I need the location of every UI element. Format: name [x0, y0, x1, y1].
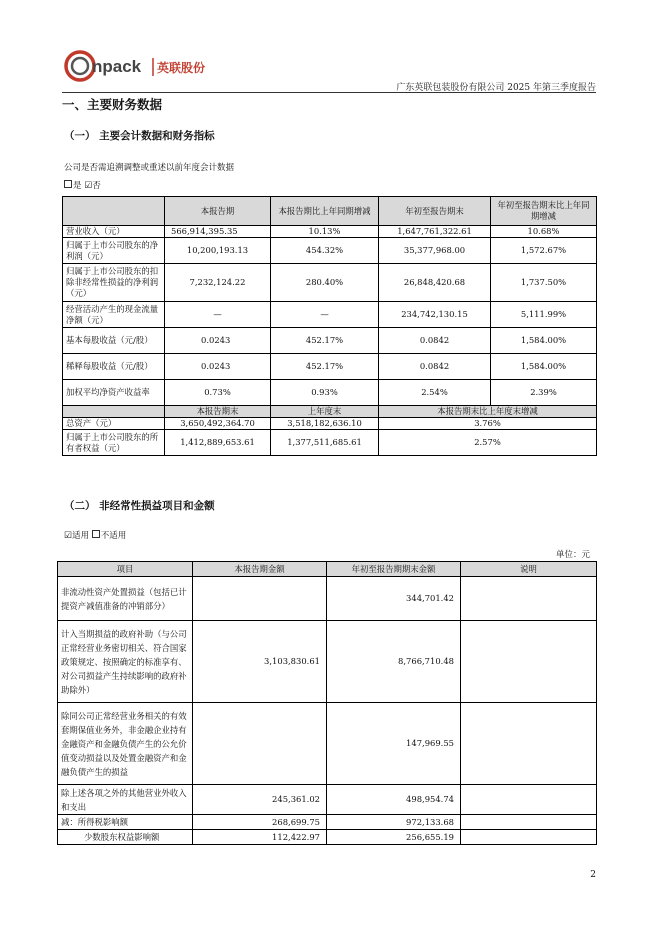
cell-value: 7,232,124.22	[165, 264, 271, 302]
cell-value: 0.0842	[379, 328, 491, 354]
cell-value: 268,699.75	[193, 815, 327, 830]
table-header-cell: 本报告期金额	[193, 562, 327, 577]
subsection-title-2: （二） 非经常性损益项目和金额	[64, 500, 215, 512]
subsection-title-1: （一） 主要会计数据和财务指标	[64, 130, 215, 142]
cell-value: 10,200,193.13	[165, 238, 271, 264]
table-row	[63, 380, 597, 406]
cell-value: 0.93%	[271, 380, 379, 406]
cell-value: 10.68%	[491, 226, 597, 238]
row-label: 归属于上市公司股东的所有者权益（元）	[63, 430, 165, 456]
cell-value: 344,701.42	[327, 577, 461, 621]
table-row	[58, 785, 597, 815]
table-row	[63, 430, 597, 456]
table-header-cell: 本报告期比上年同期增减	[271, 197, 379, 226]
table-header-cell: 本报告期	[165, 197, 271, 226]
cell-value: 234,742,130.15	[379, 302, 491, 328]
restate-question: 公司是否需追溯调整或重述以前年度会计数据	[64, 163, 235, 173]
row-label: 除同公司正常经营业务相关的有效套期保值业务外，非金融企业持有金融资产和金融负债产生的公允价值变动损益以及处置金融资产和金融负债产生的损益	[58, 703, 193, 785]
cell-value: 1,737.50%	[491, 264, 597, 302]
table-row	[63, 418, 597, 430]
cell-value: 26,848,420.68	[379, 264, 491, 302]
cell-value	[461, 830, 597, 845]
table-row	[58, 815, 597, 830]
row-label: 减：所得税影响额	[58, 815, 193, 830]
cell-value: 566,914,395.35	[165, 226, 271, 238]
cell-value: 498,954.74	[327, 785, 461, 815]
svg-text:npack: npack	[92, 57, 142, 76]
checkbox-not-applicable[interactable]	[92, 530, 100, 538]
option-no-label: 否	[92, 181, 101, 191]
cell-value: —	[271, 302, 379, 328]
table-header-cell: 年初至报告期期末金额	[327, 562, 461, 577]
company-logo	[64, 48, 234, 84]
table-header-cell: 本报告期末	[165, 406, 271, 418]
cell-value: 245,361.02	[193, 785, 327, 815]
row-label: 归属于上市公司股东的净利润（元）	[63, 238, 165, 264]
table-header-cell: 本报告期末比上年度末增减	[379, 406, 597, 418]
table-header-cell: 年初至报告期末比上年同期增减	[491, 197, 597, 226]
option-applicable-label: 适用	[72, 531, 90, 541]
row-label: 少数股东权益影响额	[58, 830, 193, 845]
cell-value: 3,518,182,636.10	[271, 418, 379, 430]
checkbox-no-checked-icon[interactable]: ☑	[84, 181, 93, 191]
cell-value: 1,647,761,322.61	[379, 226, 491, 238]
cell-value: 0.73%	[165, 380, 271, 406]
cell-value	[461, 703, 597, 785]
cell-value: 280.40%	[271, 264, 379, 302]
cell-value: 0.0842	[379, 354, 491, 380]
cell-value: 35,377,968.00	[379, 238, 491, 264]
cell-value: 1,572.67%	[491, 238, 597, 264]
restate-options	[64, 179, 101, 191]
cell-value: 3,103,830.61	[193, 621, 327, 703]
row-label: 经营活动产生的现金流量净额（元）	[63, 302, 165, 328]
cell-value: —	[165, 302, 271, 328]
cell-value: 112,422.97	[193, 830, 327, 845]
cell-value: 0.0243	[165, 328, 271, 354]
table-row	[63, 302, 597, 328]
cell-value: 2.54%	[379, 380, 491, 406]
table-header-row	[63, 406, 597, 418]
row-label: 非流动性资产处置损益（包括已计提资产减值准备的冲销部分）	[58, 577, 193, 621]
table-row	[58, 830, 597, 845]
key-financials-table	[62, 196, 597, 456]
table-header-cell: 年初至报告期末	[379, 197, 491, 226]
cell-value	[461, 785, 597, 815]
cell-value: 1,584.00%	[491, 328, 597, 354]
section-title: 一、主要财务数据	[62, 97, 163, 112]
row-label: 归属于上市公司股东的扣除非经常性损益的净利润（元）	[63, 264, 165, 302]
table-row	[58, 621, 597, 703]
cell-value: 1,412,889,653.61	[165, 430, 271, 456]
table-row	[63, 328, 597, 354]
cell-value: 454.32%	[271, 238, 379, 264]
cell-value: 452.17%	[271, 354, 379, 380]
checkbox-applicable-checked-icon[interactable]: ☑	[64, 531, 73, 541]
table-header-cell: 说明	[461, 562, 597, 577]
cell-value	[461, 621, 597, 703]
cell-value: 5,111.99%	[491, 302, 597, 328]
cnpack-logo-icon	[64, 48, 234, 84]
cell-value: 972,133.68	[327, 815, 461, 830]
option-not-applicable-label: 不适用	[100, 531, 127, 541]
table-row	[58, 703, 597, 785]
cell-value: 1,377,511,685.61	[271, 430, 379, 456]
cell-value: 0.0243	[165, 354, 271, 380]
cell-value: 2.57%	[379, 430, 597, 456]
table-header-cell: 项目	[58, 562, 193, 577]
cell-value: 3,650,492,364.70	[165, 418, 271, 430]
table-row	[63, 238, 597, 264]
row-label: 加权平均净资产收益率	[63, 380, 165, 406]
table-row	[63, 226, 597, 238]
row-label: 稀释每股收益（元/股）	[63, 354, 165, 380]
header-divider	[62, 92, 596, 93]
option-yes-label: 是	[73, 181, 82, 191]
checkbox-yes[interactable]	[64, 180, 72, 188]
cell-value	[461, 577, 597, 621]
cell-value	[461, 815, 597, 830]
cell-value: 3.76%	[379, 418, 597, 430]
report-header-title: 广东英联包装股份有限公司 2025 年第三季度报告	[396, 83, 596, 93]
cell-value: 10.13%	[271, 226, 379, 238]
table-header-cell: 上年度末	[271, 406, 379, 418]
cell-value: 1,584.00%	[491, 354, 597, 380]
applicable-options	[64, 529, 126, 541]
row-label: 除上述各项之外的其他营业外收入和支出	[58, 785, 193, 815]
table-row	[63, 354, 597, 380]
svg-text:英联股份: 英联股份	[157, 61, 206, 75]
table-header-row	[63, 197, 597, 226]
table-header-cell	[63, 197, 165, 226]
table-header-cell	[63, 406, 165, 418]
page-number: 2	[590, 870, 596, 880]
row-label: 营业收入（元）	[63, 226, 165, 238]
non-recurring-items-table	[57, 561, 597, 845]
cell-value: 452.17%	[271, 328, 379, 354]
row-label: 总资产（元）	[63, 418, 165, 430]
unit-label: 单位：元	[555, 550, 590, 560]
table-row	[58, 577, 597, 621]
cell-value: 147,969.55	[327, 703, 461, 785]
row-label: 计入当期损益的政府补助（与公司正常经营业务密切相关、符合国家政策规定、按照确定的标准享有、对公司损益产生持续影响的政府补助除外）	[58, 621, 193, 703]
row-label: 基本每股收益（元/股）	[63, 328, 165, 354]
cell-value: 256,655.19	[327, 830, 461, 845]
cell-value: 8,766,710.48	[327, 621, 461, 703]
table-row	[63, 264, 597, 302]
cell-value: 2.39%	[491, 380, 597, 406]
table-header-row	[58, 562, 597, 577]
cell-value	[193, 577, 327, 621]
cell-value	[193, 703, 327, 785]
